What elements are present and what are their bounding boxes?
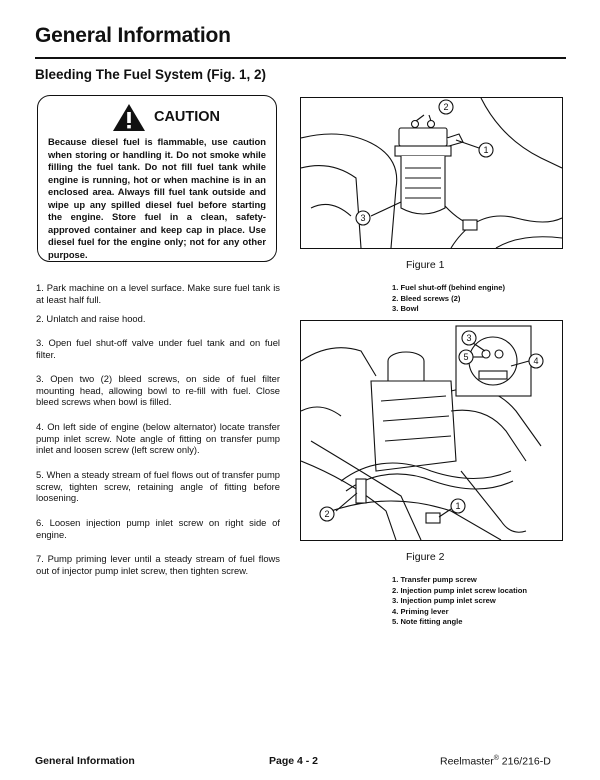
footer-product bbox=[440, 755, 551, 768]
figure-1-caption: Figure 1 bbox=[406, 259, 445, 271]
fig1-legend-item: 2. Bleed screws (2) bbox=[392, 293, 461, 303]
fig2-legend-item: 3. Injection pump inlet screw bbox=[392, 596, 496, 605]
footer-section: General Information bbox=[35, 755, 135, 767]
fig2-callout-1: 1 bbox=[455, 501, 461, 511]
caution-label: CAUTION bbox=[153, 109, 221, 125]
figure-2-legend bbox=[392, 575, 527, 628]
registered-mark: ® bbox=[493, 755, 499, 762]
section-title: Bleeding The Fuel System (Fig. 1, 2) bbox=[35, 67, 267, 82]
fig1-legend-item: 3. Bowl bbox=[392, 304, 419, 313]
fig1-callout-3: 3 bbox=[360, 213, 366, 223]
footer-model: 216/216-D bbox=[498, 755, 551, 768]
fig2-callout-3: 3 bbox=[466, 333, 472, 343]
page-title: General Information bbox=[35, 24, 231, 47]
step-3-bleed: 3. Open two (2) bleed screws, on side of fuel filter mounting head, allowing bowl to re-fill with fuel. Close bleed screws when bowl is filled. bbox=[36, 373, 280, 407]
caution-box bbox=[37, 95, 277, 262]
fig2-legend-item: 2. Injection pump inlet screw location bbox=[392, 585, 528, 595]
fig1-callout-2: 2 bbox=[443, 102, 449, 112]
step-3-shutoff: 3. Open fuel shut-off valve under fuel tank and on fuel filter. bbox=[36, 337, 280, 360]
fig1-callout-1: 1 bbox=[483, 145, 489, 155]
warning-triangle-icon bbox=[112, 103, 146, 132]
step-1: 1. Park machine on a level surface. Make sure fuel tank is at least half full. bbox=[36, 282, 280, 305]
step-4: 4. On left side of engine (below alternator) locate transfer pump inlet screw. Note angle of fitting on transfer pump inlet and loosen screw (left screw only). bbox=[36, 421, 280, 455]
footer-product-name: Reelmaster bbox=[440, 755, 494, 768]
figure-2-caption: Figure 2 bbox=[406, 551, 445, 563]
caution-header bbox=[66, 102, 266, 132]
step-2: 2. Unlatch and raise hood. bbox=[36, 313, 146, 324]
engine-illustration bbox=[301, 321, 562, 540]
fig2-callout-4: 4 bbox=[533, 356, 539, 366]
fig1-legend-item: 1. Fuel shut-off (behind engine) bbox=[392, 283, 506, 292]
fuel-filter-illustration bbox=[301, 98, 562, 248]
fig2-callout-2: 2 bbox=[324, 509, 330, 519]
footer-page-number: Page 4 - 2 bbox=[269, 755, 319, 767]
figure-1 bbox=[300, 97, 563, 249]
fig2-legend-item: 1. Transfer pump screw bbox=[392, 575, 477, 584]
step-5: 5. When a steady stream of fuel flows out of transfer pump screw, tighten screw, retaining angle of fitting before loosening. bbox=[36, 469, 280, 503]
fig2-legend-item: 4. Priming lever bbox=[392, 606, 449, 616]
step-6: 6. Loosen injection pump inlet screw on right side of engine. bbox=[36, 517, 280, 540]
step-7: 7. Pump priming lever until a steady stream of fuel flows out of injector pump inlet screw, then tighten screw. bbox=[36, 553, 280, 576]
title-rule bbox=[35, 57, 566, 59]
caution-text: Because diesel fuel is flammable, use caution when storing or handling it. Do not smoke while filling the fuel tank. Do not fill fuel tank while engine is running, hot or when machine is in an enclosed area. Always fill fuel tank outside and wipe up any spilled diesel fuel before starting the engine. Store fuel in a clean, safety-approved container and keep cap in place. Use diesel fuel for the engine only; not for any other purpose. bbox=[48, 136, 266, 260]
figure-2 bbox=[300, 320, 563, 541]
fig2-callout-5: 5 bbox=[463, 352, 469, 362]
figure-1-legend bbox=[392, 283, 505, 315]
fig2-legend-item: 5. Note fitting angle bbox=[392, 617, 463, 626]
